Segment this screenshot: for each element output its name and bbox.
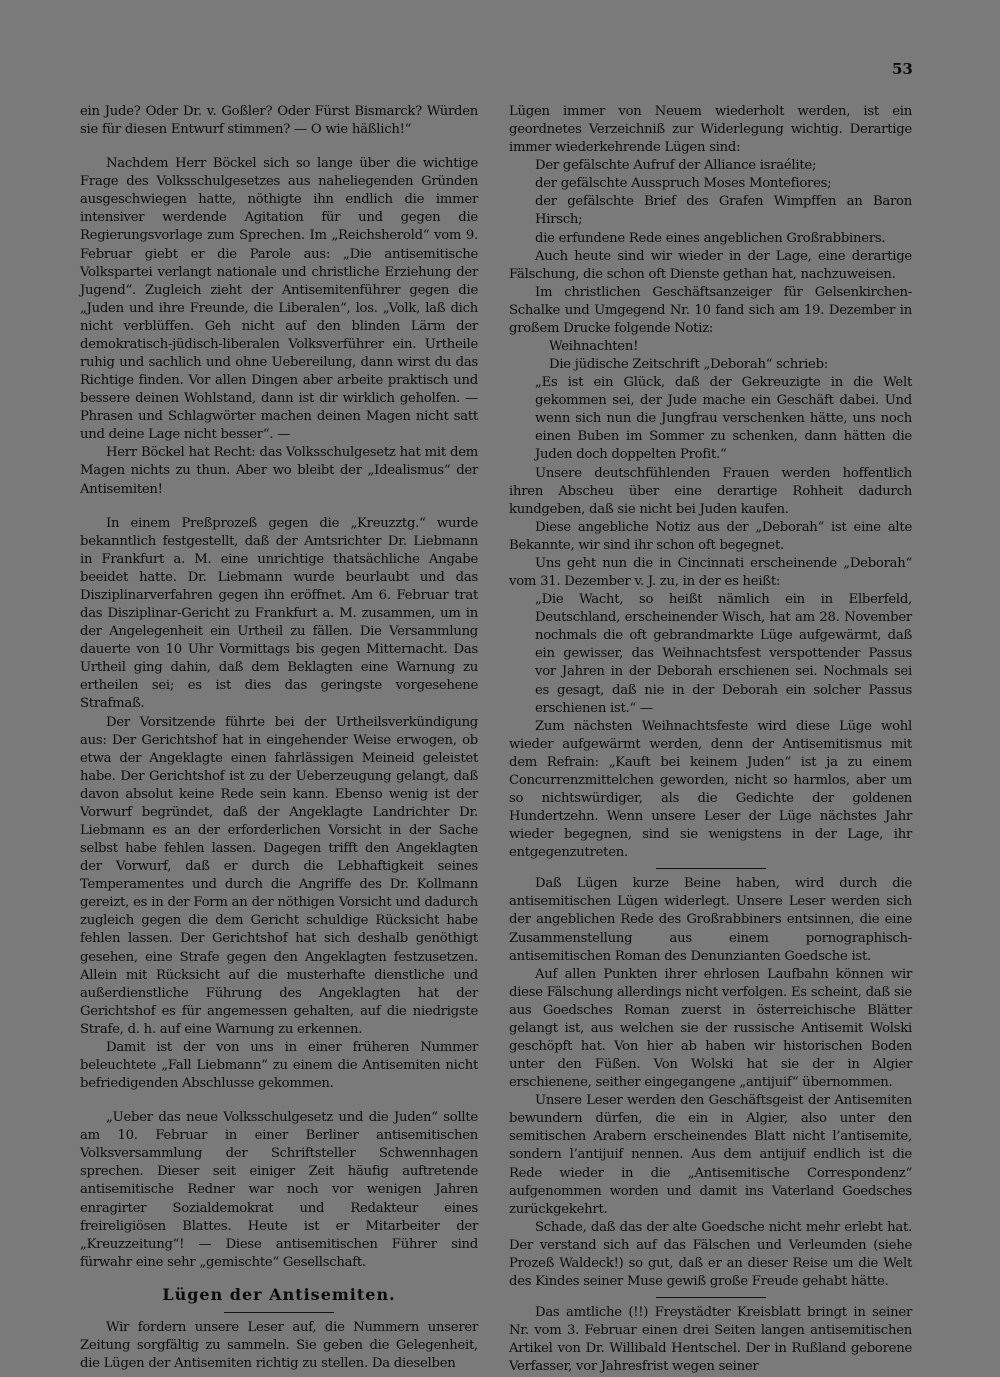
paragraph: Zum nächsten Weihnachtsfeste wird diese Lüge wohl wieder aufgewärmt werden, denn der Antisemitismus mit dem Refrain: „Kauft bei keinem Juden“ ist ja zu einem Concurrenzmittelchen geworden, nicht so harmlos, aber um so nichtswürdiger, als die Gedichte der goldenen Hundertzehn. Wenn unsere Leser der Lüge nächstes Jahr wieder begegnen, sind sie wenigstens in der Lage, ihr entgegenzutreten. <box>509 718 912 861</box>
paragraph: Nachdem Herr Böckel sich so lange über die wichtige Frage des Volksschulgesetzes aus naheliegenden Gründen ausgeschwiegen hatte, nöthigte ihn endlich die immer intensiver werdende Agitation für und gegen die Regierungsvorlage zum Sprechen. Im „Reichsherold“ vom 9. Februar giebt er die Parole aus: „Die antisemitische Volkspartei verlangt nationale und christliche Erziehung der Jugend“. Zugleich zieht der Antisemitenführer gegen die „Juden und ihre Freunde, die Liberalen“, los. „Volk, laß dich nicht verblüffen. Geh nicht auf den blinden Lärm der demokratisch-jüdisch-liberalen Volksverführer ein. Urtheile ruhig und sachlich und ohne Uebereilung, dann wirst du das Richtige finden. Vor allen Dingen aber arbeite praktisch und bessere deinen Wohlstand, dann ist dir wirklich geholfen. — Phrasen und Schlagwörter machen deinen Magen nicht satt und deine Lage nicht besser“. — <box>80 156 478 443</box>
list-item: der gefälschte Brief des Grafen Wimpffen an Baron Hirsch; <box>535 194 912 228</box>
paragraph: Daß Lügen kurze Beine haben, wird durch die antisemitischen Lügen widerlegt. Unsere Leser werden sich der angeblichen Rede des Großrabbiners entsinnen, die eine Zusammenstellung aus einem pornographisch-antisemitischen Roman des Denunzianten Goedsche ist. <box>509 876 912 964</box>
paragraph: Auf allen Punkten ihrer ehrlosen Laufbahn können wir diese Fälschung allerdings nicht verfolgen. Es scheint, daß sie aus Goedsches Roman zuerst in österreichische Blätter gelangt ist, aus welchen sie der russische Antisemit Wolski geschöpft hat. Von hier ab haben wir historischen Boden unter den Füßen. Von Wolski hat sie der in Algier erschienene, seither eingegangene „antijuif“ übernommen. <box>509 966 912 1091</box>
paragraph: Auch heute sind wir wieder in der Lage, eine derartige Fälschung, die schon oft Dienste gethan hat, nachzuweisen. <box>509 248 912 282</box>
list-item: die erfundene Rede eines angeblichen Großrabbiners. <box>535 230 886 246</box>
paragraph: In einem Preßprozeß gegen die „Kreuzztg.“ wurde bekanntlich festgestellt, daß der Amtsrichter Dr. Liebmann in Frankfurt a. M. eine unrichtige thatsächliche Angabe beeidet hatte. Dr. Liebmann wurde beurlaubt und das Disziplinarverfahren gegen ihn eröffnet. Am 6. Februar trat das Disziplinar-Gericht zu Frankfurt a. M. zusammen, um in der Angelegenheit ein Urtheil zu fällen. Die Versammlung dauerte von 10 Uhr Vormittags bis gegen Mitternacht. Das Urtheil ging dahin, daß dem Beklagten eine Warnung zu ertheilen sei; es ist dies das geringste vorgesehene Strafmaß. <box>80 515 478 712</box>
paragraph: Das amtliche (!!) Freystädter Kreisblatt bringt in seiner Nr. vom 3. Februar einen drei Seiten langen antisemitischen Artikel von Dr. Willibald Hentschel. Der in Rußland geborene Verfasser, vor Jahresfrist wegen seiner <box>509 1305 912 1375</box>
list-item: Der gefälschte Aufruf der Alliance israélite; <box>535 158 817 174</box>
paragraph: Schade, daß das der alte Goedsche nicht mehr erlebt hat. Der verstand sich auf das Fälschen und Verleumden (siehe Prozeß Waldeck!) so gut, daß er an dieser Reise um die Welt des Kindes seiner Muse gewiß große Freude gehabt hätte. <box>509 1219 912 1289</box>
paragraph: Im christlichen Geschäftsanzeiger für Gelsenkirchen-Schalke und Umgegend Nr. 10 fand sich am 19. Dezember in großem Drucke folgende Notiz: <box>509 284 912 336</box>
paragraph: Uns geht nun die in Cincinnati erscheinende „Deborah“ vom 31. Dezember v. J. zu, in der es heißt: <box>509 555 912 590</box>
paragraph: Damit ist der von uns in einer früheren Nummer beleuchtete „Fall Liebmann“ zu einem die Antisemiten nicht befriedigenden Abschlusse gekommen. <box>80 1039 478 1092</box>
paragraph: ein Jude? Oder Dr. v. Goßler? Oder Fürst Bismarck? Würden sie für diesen Entwurf stimmen? — O wie häßlich!“ <box>80 104 478 138</box>
divider <box>656 1297 766 1298</box>
quotation: „Es ist ein Glück, daß der Gekreuzigte in die Welt gekommen sei, der Jude mache ein Geschäft dabei. Und wenn sich nun die Jungfrau verschenken hätte, uns noch einen Buben im Sommer zu schenken, dann hätten die Juden doch doppelten Profit.“ <box>535 375 912 463</box>
paragraph: Die jüdische Zeitschrift „Deborah“ schrieb: <box>549 357 828 373</box>
right-column <box>509 103 912 1376</box>
list-item: der gefälschte Ausspruch Moses Montefiores; <box>535 176 832 192</box>
paragraph: Unsere Leser werden den Geschäftsgeist der Antisemiten bewundern dürfen, die ein in Algier, also unter den semitischen Arabern erscheinendes Blatt nicht l’antisemite, sondern l’antijuif nennen. Aus dem antijuif endlich ist die Rede wieder in die „Antisemitische Correspondenz“ aufgenommen worden und damit ins Vaterland Goedsches zurückgekehrt. <box>509 1093 912 1217</box>
page-number: 53 <box>892 60 913 78</box>
divider <box>656 868 766 869</box>
paragraph: Diese angebliche Notiz aus der „Deborah“ ist eine alte Bekannte, wir sind ihr schon oft begegnet. <box>509 519 912 553</box>
divider <box>224 1312 334 1313</box>
notice-title: Weihnachten! <box>549 339 639 355</box>
quotation: „Die Wacht, so heißt nämlich ein in Elberfeld, Deutschland, erscheinender Wisch, hat am 28. November nochmals die oft gebrandmarkte Lüge aufgewärmt, daß ein gewisser, das Weihnachtsfest verspottender Passus vor Jahren in der Deborah erschienen sei. Nochmals sei es gesagt, daß nie in der Deborah ein solcher Passus erschienen ist.“ — <box>535 592 912 716</box>
section-heading: Lügen der Antisemiten. <box>162 1284 396 1304</box>
paragraph: Lügen immer von Neuem wiederholt werden, ist ein geordnetes Verzeichniß zur Widerlegung wichtig. Derartige immer wiederkehrende Lügen sind: <box>509 104 912 156</box>
paragraph: „Ueber das neue Volksschulgesetz und die Juden“ sollte am 10. Februar in einer Berliner antisemitischen Volksversammlung der Schriftsteller Schwennhagen sprechen. Dieser seit einiger Zeit häufig auftretende antisemitische Redner war noch vor wenigen Jahren enragirter Sozialdemokrat und Redakteur eines freireligiösen Blattes. Heute ist er Mitarbeiter der „Kreuzzeitung“! — Diese antisemitischen Führer sind fürwahr eine sehr „gemischte“ Gesellschaft. <box>80 1110 478 1270</box>
paragraph: Unsere deutschfühlenden Frauen werden hoffentlich ihren Abscheu über eine derartige Rohheit dadurch kundgeben, daß sie nicht bei Juden kaufen. <box>509 465 912 517</box>
paragraph: Wir fordern unsere Leser auf, die Nummern unserer Zeitung sorgfältig zu sammeln. Sie geben die Gelegenheit, die Lügen der Antisemiten richtig zu stellen. Da dieselben <box>80 1319 478 1372</box>
paragraph: Herr Böckel hat Recht: das Volksschulgesetz hat mit dem Magen nichts zu thun. Aber wo bleibt der „Idealismus“ der Antisemiten! <box>80 445 478 497</box>
left-column <box>80 103 478 1373</box>
paragraph: Der Vorsitzende führte bei der Urtheilsverkündigung aus: Der Gerichtshof hat in eingehender Weise erwogen, ob etwa der Angeklagte einen fahrlässigen Meineid geleistet habe. Der Gerichtshof ist zu der Ueberzeugung gelangt, daß davon absolut keine Rede sein kann. Ebenso wenig ist der Vorwurf begründet, daß der Angeklagte Landrichter Dr. Liebmann es an der erforderlichen Vorsicht in der Sache selbst habe fehlen lassen. Dagegen trifft den Angeklagten der Vorwurf, daß er durch die Lebhaftigkeit seines Temperamentes und durch die Angriffe des Dr. Kollmann gereizt, es in der Form an der nöthigen Vorsicht und dadurch zugleich gegen die dem Gericht schuldige Rücksicht habe fehlen lassen. Der Gerichtshof hat sich deshalb genöthigt gesehen, eine Strafe gegen den Angeklagten festzusetzen. Allein mit Rücksicht auf die musterhafte dienstliche und außerdienstliche Führung des Angeklagten hat der Gerichtshof es für angemessen gehalten, auf die niedrigste Strafe, d. h. auf eine Warnung zu erkennen. <box>80 714 478 1037</box>
